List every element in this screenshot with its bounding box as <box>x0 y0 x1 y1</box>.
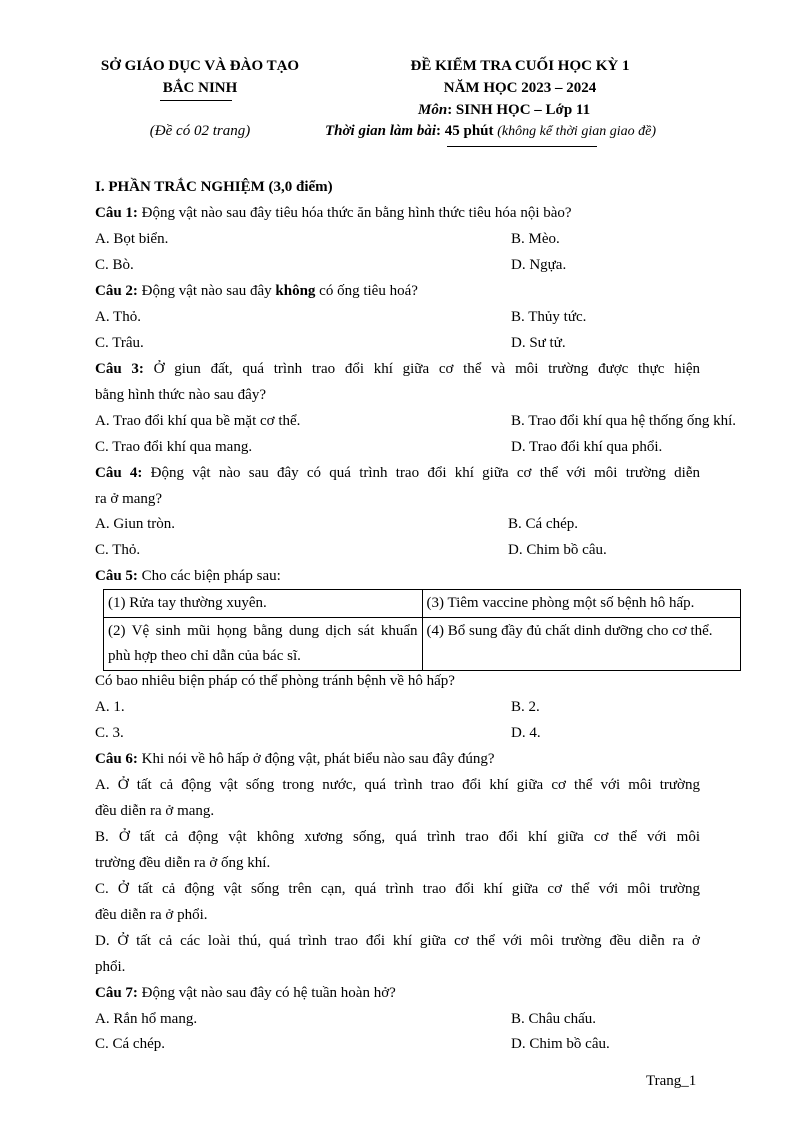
question-text: Cho các biện pháp sau: <box>141 568 281 584</box>
question-4 <box>95 460 700 486</box>
option-b: B. Mèo. <box>511 231 560 247</box>
option-a: A. Bọt biển. <box>95 231 169 247</box>
answer-row <box>95 537 700 563</box>
question-label: Câu 6: <box>95 751 138 767</box>
question-text: Động vật nào sau đây có quá trình trao đổi khí giữa cơ thể với môi trường diễn <box>150 465 701 481</box>
question-7 <box>95 980 700 1006</box>
option-c: C. Trao đổi khí qua mang. <box>95 439 253 455</box>
option-d: D. 4. <box>511 725 541 741</box>
option-a: A. 1. <box>95 699 125 715</box>
option-a: A. Rắn hổ mang. <box>95 1011 198 1027</box>
time-prefix: Thời gian làm bài <box>325 123 436 139</box>
option-c: C. 3. <box>95 725 124 741</box>
answer-row <box>95 304 700 330</box>
option-b-cont: trường đều diễn ra ở ống khí. <box>95 855 271 871</box>
question-label: Câu 7: <box>95 985 138 1001</box>
option-c: C. Trâu. <box>95 335 144 351</box>
province-underline <box>160 100 232 101</box>
option-d: D. Sư tử. <box>511 335 566 351</box>
option-b: B. Ở tất cả động vật không xương sống, quá trình trao đổi khí giữa cơ thể với môi <box>95 829 700 845</box>
option-c: C. Thỏ. <box>95 542 141 558</box>
answer-row <box>95 330 700 356</box>
answer-row <box>95 511 700 537</box>
time-note: (không kể thời gian giao đề) <box>497 124 656 139</box>
question-text: Động vật nào sau đây tiêu hóa thức ăn bằng hình thức tiêu hóa nội bào? <box>141 205 572 221</box>
school-year: NĂM HỌC 2023 – 2024 <box>443 80 597 96</box>
measures-table <box>103 589 741 671</box>
option-d: D. Chim bồ câu. <box>511 1036 610 1052</box>
table-cell: (3) Tiêm vaccine phòng một số bệnh hô hấp. <box>422 590 741 618</box>
department-name: SỞ GIÁO DỤC VÀ ĐÀO TẠO <box>100 58 300 74</box>
question-label: Câu 4: <box>95 465 143 481</box>
option-b: B. Trao đổi khí qua hệ thống ống khí. <box>511 413 737 429</box>
question-text-cont: bằng hình thức nào sau đây? <box>95 387 266 403</box>
province-name: BẮC NINH <box>162 80 238 96</box>
question-emphasis: không <box>275 283 316 299</box>
question-text: Động vật nào sau đây <box>141 283 272 299</box>
question-text: Ở giun đất, quá trình trao đổi khí giữa cơ thể và môi trường được thực hiện <box>153 361 701 377</box>
question-text: Động vật nào sau đây có hệ tuần hoàn hở? <box>141 985 396 1001</box>
option-b: B. Thủy tức. <box>511 309 587 325</box>
answer-row <box>95 226 700 252</box>
option-d: D. Chim bồ câu. <box>508 542 607 558</box>
question-label: Câu 5: <box>95 568 138 584</box>
option-a: A. Ở tất cả động vật sống trong nước, quá trình trao đổi khí giữa cơ thể với môi trường <box>95 777 700 793</box>
option-b: B. Châu chấu. <box>511 1011 596 1027</box>
answer-row <box>95 720 700 746</box>
option-c: C. Cá chép. <box>95 1036 165 1052</box>
question-5 <box>95 563 700 589</box>
time-underline <box>447 146 597 147</box>
answer-row <box>95 1031 700 1057</box>
answer-row <box>95 252 700 278</box>
table-row <box>104 618 741 671</box>
option-c: C. Ở tất cả động vật sống trên cạn, quá trình trao đổi khí giữa cơ thể với môi trường <box>95 881 700 897</box>
answer-row <box>95 694 700 720</box>
option-d: D. Ngựa. <box>511 257 567 273</box>
question-3 <box>95 356 700 382</box>
table-row <box>104 590 741 618</box>
subject-line <box>418 102 590 119</box>
table-cell: (4) Bổ sung đầy đủ chất dinh dưỡng cho cơ thể. <box>422 618 741 671</box>
question-2 <box>95 278 700 304</box>
time-value: : 45 phút <box>435 123 494 139</box>
subject-prefix: Môn <box>418 102 448 118</box>
table-cell: (1) Rửa tay thường xuyên. <box>104 590 423 618</box>
option-b: B. 2. <box>511 699 540 715</box>
page-number: Trang_1 <box>646 1073 697 1089</box>
pages-note: (Đề có 02 trang) <box>149 123 251 139</box>
option-a: A. Giun tròn. <box>95 516 175 532</box>
option-d: D. Ở tất cả các loài thú, quá trình trao đổi khí giữa cơ thể với môi trường đều diễn ra ở <box>95 933 700 949</box>
option-a: A. Thỏ. <box>95 309 141 325</box>
question-text: có ống tiêu hoá? <box>319 283 418 299</box>
table-cell: (2) Vệ sinh mũi họng bằng dung dịch sát khuẩn phù hợp theo chỉ dẫn của bác sĩ. <box>104 618 423 671</box>
question-text-cont: ra ở mang? <box>95 491 163 507</box>
option-b: B. Cá chép. <box>508 516 578 532</box>
question-label: Câu 3: <box>95 361 144 377</box>
option-c: C. Bò. <box>95 257 134 273</box>
question-label: Câu 1: <box>95 205 138 221</box>
question-6 <box>95 746 700 772</box>
option-d: D. Trao đổi khí qua phổi. <box>511 439 663 455</box>
question-label: Câu 2: <box>95 283 138 299</box>
section-title: I. PHẦN TRẮC NGHIỆM (3,0 điểm) <box>95 179 333 195</box>
subject-value: : SINH HỌC – Lớp 11 <box>447 102 591 118</box>
option-c-cont: đều diễn ra ở phổi. <box>95 907 208 923</box>
time-line <box>325 123 656 140</box>
option-a-cont: đều diễn ra ở mang. <box>95 803 215 819</box>
question-text-cont: Có bao nhiêu biện pháp có thể phòng tránh bệnh về hô hấp? <box>95 673 455 689</box>
option-d-cont: phổi. <box>95 959 126 975</box>
answer-row <box>95 434 700 460</box>
answer-row <box>95 408 737 434</box>
option-a: A. Trao đổi khí qua bề mặt cơ thể. <box>95 413 301 429</box>
question-text: Khi nói về hô hấp ở động vật, phát biểu nào sau đây đúng? <box>141 751 495 767</box>
answer-row <box>95 1006 700 1032</box>
exam-title: ĐỀ KIỂM TRA CUỐI HỌC KỲ 1 <box>410 58 630 74</box>
question-1 <box>95 200 700 226</box>
